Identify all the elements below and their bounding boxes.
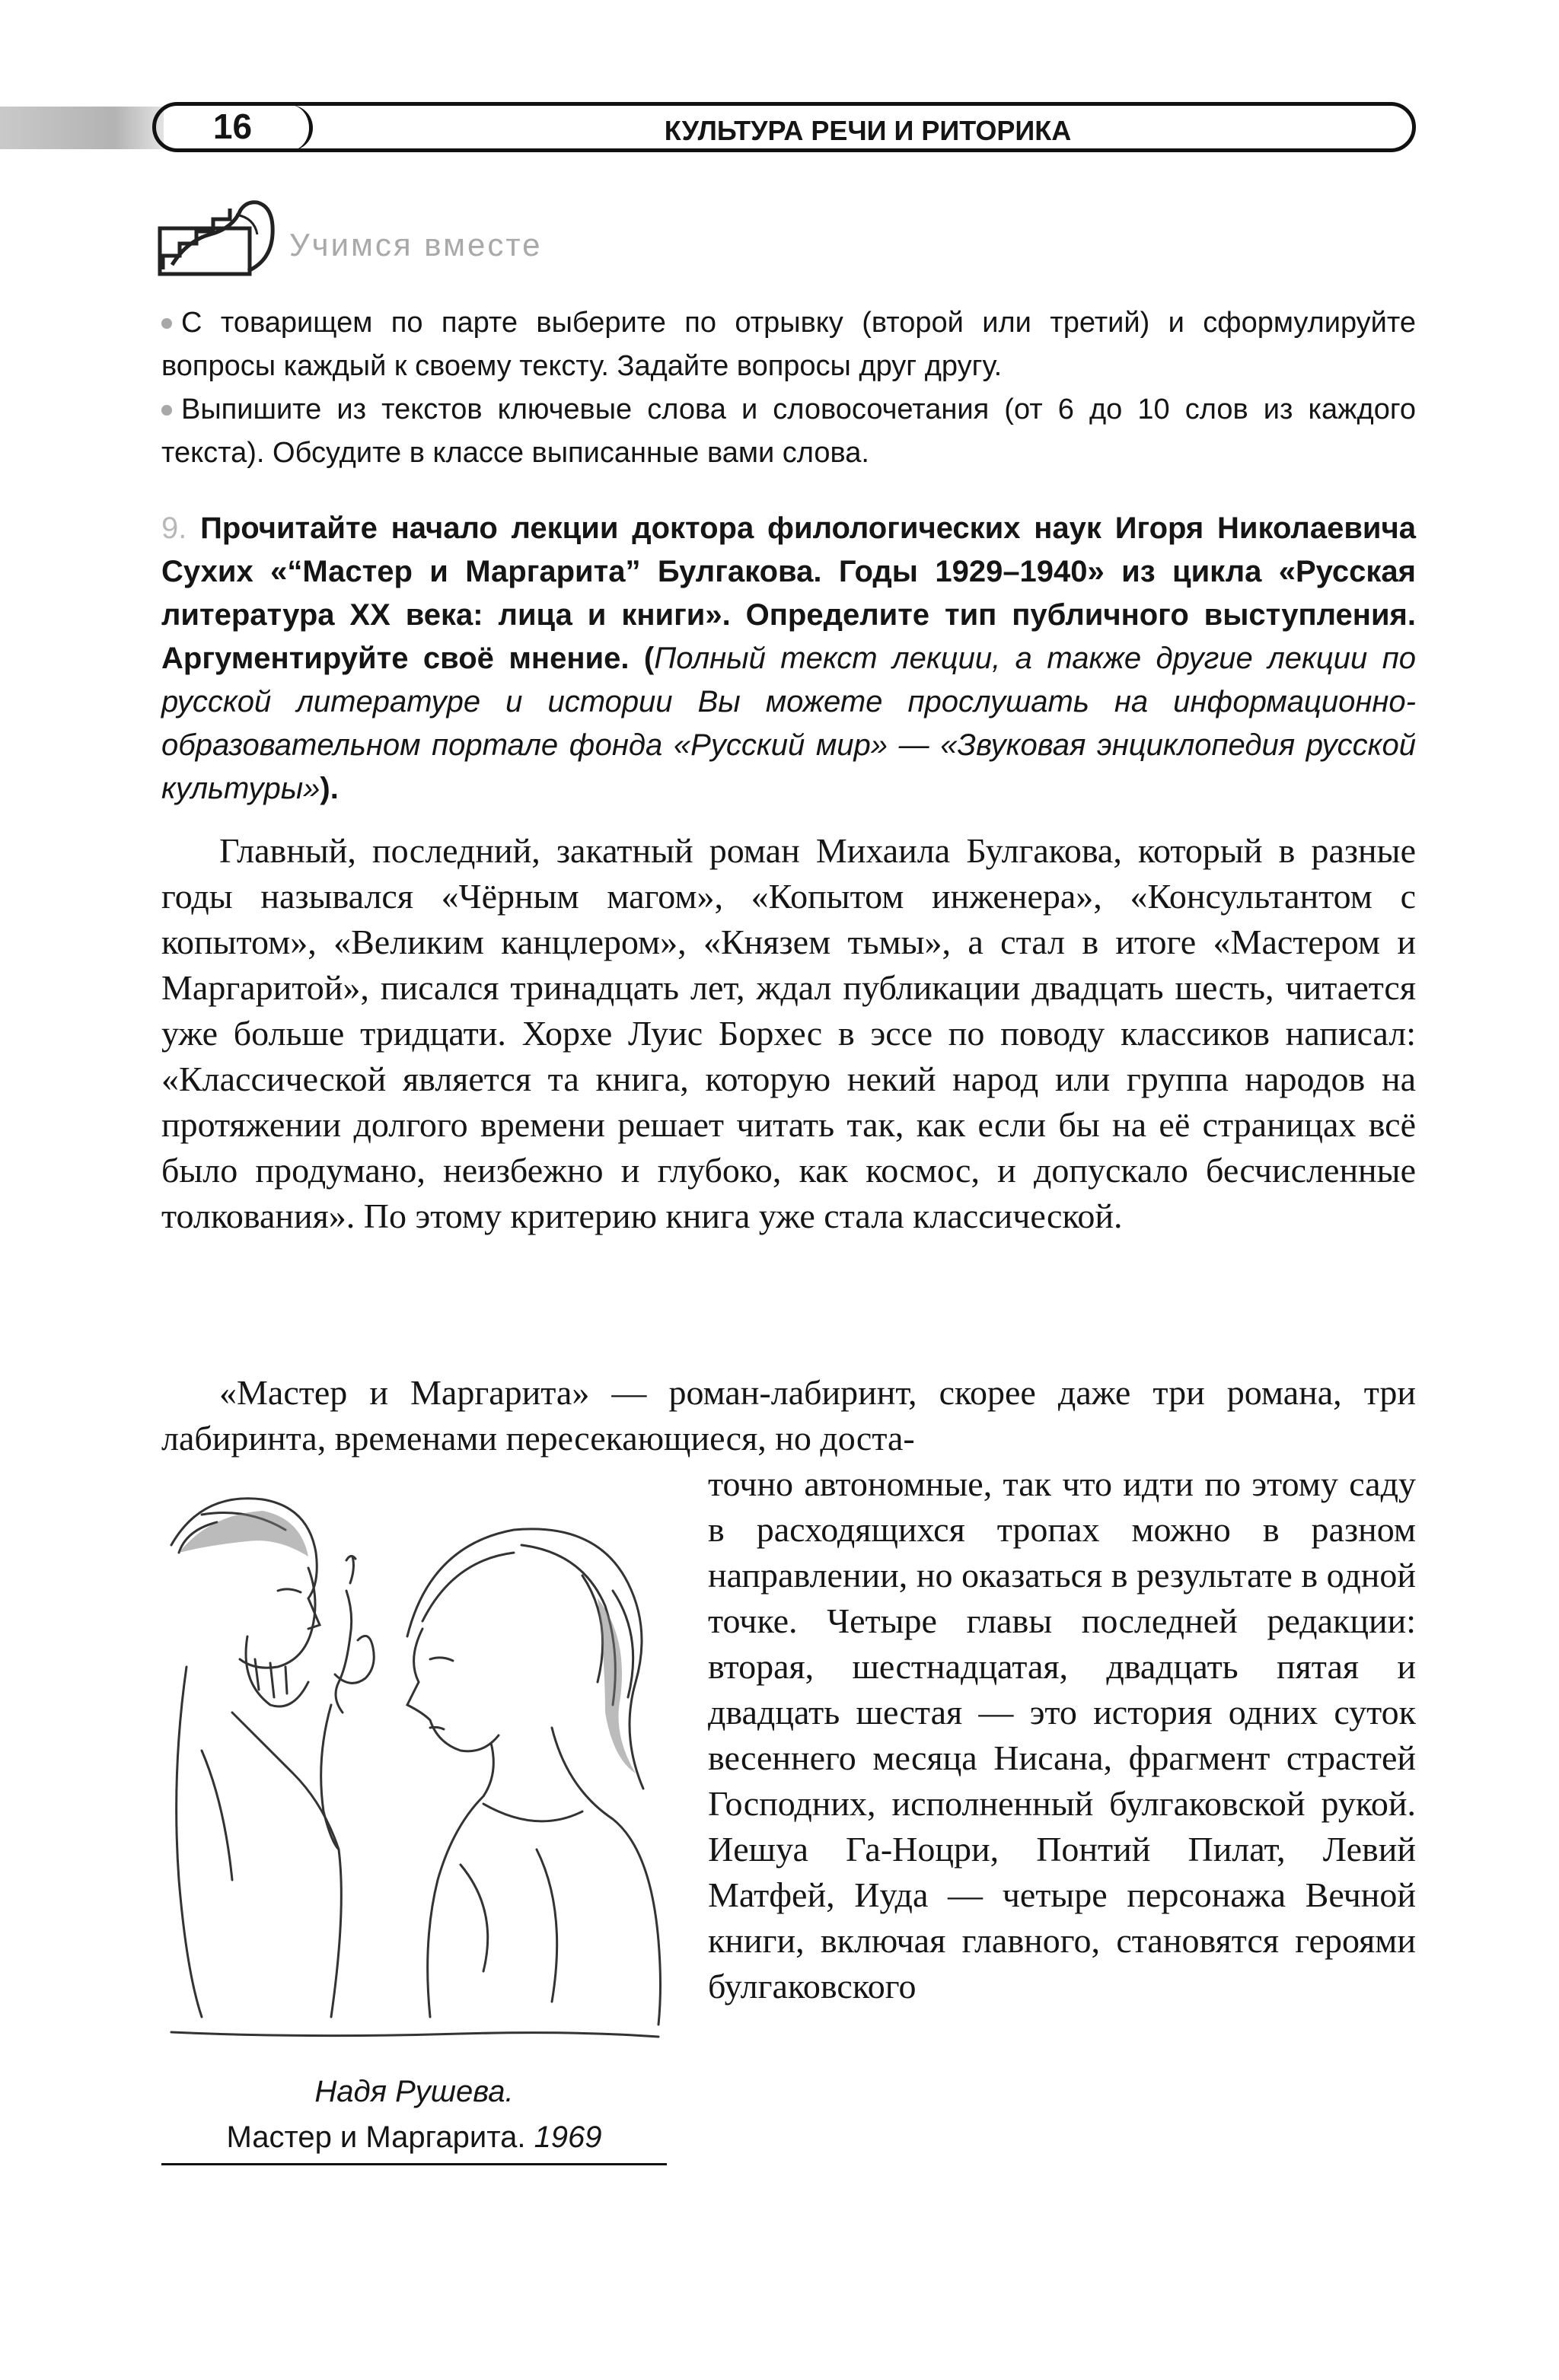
paragraph-1: Главный, последний, закатный роман Михаила Булгакова, который в разные годы назывался «Чёрным магом», «Копытом инженера», «Консультантом с копытом», «Великим канцлером», «Князем тьмы», а стал в итоге «Мастером и Маргаритой», писался тринадцать лет, ждал публикации двадцать шесть, читается уже больше тридцати. Хорхе Луис Борхес в эссе по поводу классиков написал: «Классической является та книга, которую некий народ или группа народов на протяжении долгого времени решает читать так, как если бы на её страницах всё было продумано, неизбежно и глубоко, как космос, и допускало бесчисленные толкования». По этому критерию книга уже стала классической. xyxy=(161,831,1416,1235)
paragraph-2-wrap: точно автономные, так что идти по этому саду в расходящихся тропах можно в разном направлении, но оказаться в результате в одной точке. Четыре главы последней редакции: вторая, шестнадцатая, двадцать пятая и двадцать шестая — это история одних суток весеннего месяца Нисана, фрагмент страстей Господних, исполненный булгаковской рукой. Иешуа Га-Ноцри, Понтий Пилат, Левий Матфей, Иуда — четыре персонажа Вечной книги, включая главного, становятся героями булгаковского xyxy=(708,1464,1416,2006)
paren-open: ( xyxy=(643,642,655,675)
section-label: Учимся вместе xyxy=(289,227,543,263)
instruction-text: С товарищем по парте выберите по отрывку (второй или третий) и сформулируйте вопросы каждый к своему тексту. Задайте вопросы друг другу. xyxy=(161,307,1416,382)
paragraph-2-start: «Мастер и Маргарита» — роман-лабиринт, скорее даже три романа, три лабиринта, временами пересекающиеся, но доста- xyxy=(161,1373,1416,1458)
task-bold-text: Прочитайте начало лекции доктора филологических наук Игоря Николаевича Сухих «“Мастер и Маргарита” Булгакова. Годы 1929–1940» из цикла «Русская литература XX века: лица и книги». Определите тип публичного выступления. Аргументируйте своё мнение. xyxy=(161,511,1416,675)
instruction-text: Выпишите из текстов ключевые слова и словосочетания (от 6 до 10 слов из каждого текста). Обсудите в классе выписанные вами слова. xyxy=(161,393,1416,469)
illustration-drawing xyxy=(156,1484,666,2047)
caption-author: Надя Рушева. xyxy=(314,2075,514,2108)
stairs-hand-icon xyxy=(157,195,276,277)
task-9 xyxy=(161,507,1416,811)
task-italic-text: Полный текст лекции, а также другие лекции по русской литературе и истории Вы можете прослушать на информационно-образовательном портале фонда «Русский мир» — «Звуковая энциклопедия русской культуры» xyxy=(161,642,1416,805)
task-number: 9. xyxy=(161,511,187,545)
bullet-icon xyxy=(161,405,172,416)
instruction-2 xyxy=(161,388,1416,475)
caption-rule xyxy=(161,2163,667,2165)
illustration-caption xyxy=(161,2069,667,2160)
paren-close: ). xyxy=(320,772,339,805)
running-title: КУЛЬТУРА РЕЧИ И РИТОРИКА xyxy=(664,115,1072,146)
caption-year: 1969 xyxy=(534,2120,602,2154)
page-number: 16 xyxy=(156,105,313,151)
instruction-1 xyxy=(161,301,1416,388)
bullet-icon xyxy=(161,318,172,329)
header-tab-decoration xyxy=(0,107,164,149)
caption-title-line xyxy=(161,2114,667,2160)
caption-title: Мастер и Маргарита. xyxy=(226,2120,526,2154)
